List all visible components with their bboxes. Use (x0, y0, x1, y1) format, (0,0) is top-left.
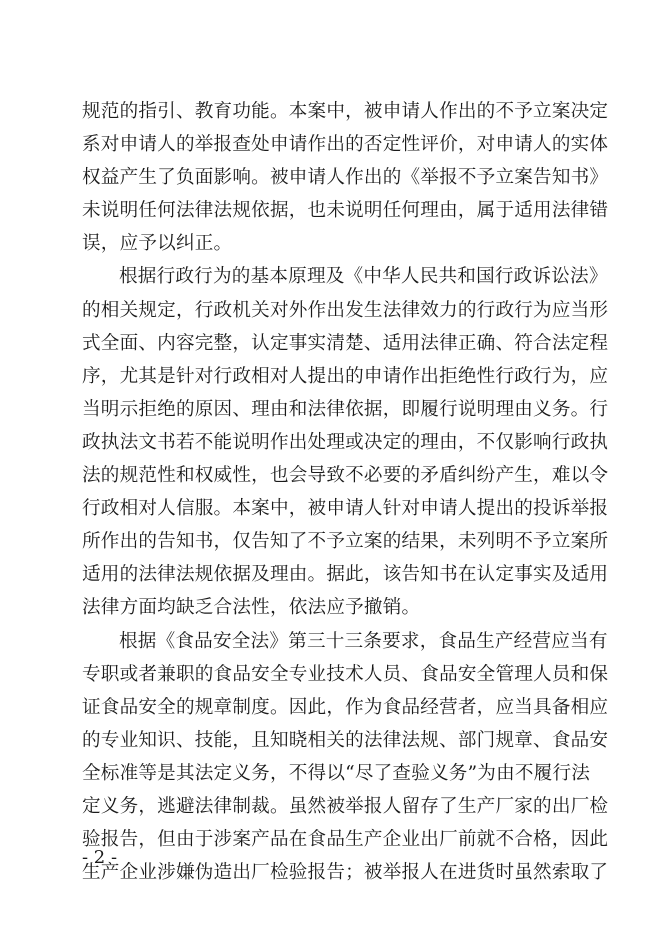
document-body (82, 95, 609, 889)
text-line: 所作出的告知书，仅告知了不予立案的结果，未列明不予立案所 (82, 531, 609, 553)
text-line: 生产企业涉嫌伪造出厂检验报告；被举报人在进货时虽然索取了 (82, 862, 609, 884)
text-line: 行政相对人信服。本案中，被申请人针对申请人提出的投诉举报 (82, 498, 609, 520)
text-line: 权益产生了负面影响。被申请人作出的《举报不予立案告知书》 (82, 167, 609, 189)
text-line: 法的规范性和权威性，也会导致不必要的矛盾纠纷产生，难以令 (82, 465, 609, 487)
text-line: 证食品安全的规章制度。因此，作为食品经营者，应当具备相应 (82, 696, 609, 718)
text-line: 规范的指引、教育功能。本案中，被申请人作出的不予立案决定 (82, 101, 609, 122)
text-line: 全标准等是其法定义务，不得以“尽了查验义务”为由不履行法 (82, 762, 591, 784)
text-line: 的专业知识、技能，且知晓相关的法律法规、部门规章、食品安 (82, 729, 609, 751)
text-line: 政执法文书若不能说明作出处理或决定的理由，不仅影响行政执 (82, 431, 609, 453)
text-line: 验报告，但由于涉案产品在食品生产企业出厂前就不合格，因此 (82, 829, 609, 851)
text-line: 误，应予以纠正。 (82, 233, 233, 255)
page-number: - 2 - (82, 847, 118, 868)
text-line: 专职或者兼职的食品安全专业技术人员、食品安全管理人员和保 (82, 663, 609, 685)
text-line: 式全面、内容完整，认定事实清楚、适用法律正确、符合法定程 (82, 332, 609, 354)
text-line: 的相关规定，行政机关对外作出发生法律效力的行政行为应当形 (82, 299, 609, 321)
text-line: 适用的法律法规依据及理由。据此，该告知书在认定事实及适用 (82, 564, 609, 586)
text-line: 定义务，逃避法律制裁。虽然被举报人留存了生产厂家的出厂检 (82, 795, 609, 817)
text-line: 系对申请人的举报查处申请作出的否定性评价，对申请人的实体 (82, 134, 609, 156)
text-line: 未说明任何法律法规依据，也未说明任何理由，属于适用法律错 (82, 200, 609, 222)
text-line: 根据《食品安全法》第三十三条要求，食品生产经营应当有 (119, 630, 608, 652)
text-line: 根据行政行为的基本原理及《中华人民共和国行政诉讼法》 (119, 266, 608, 288)
text-line: 序，尤其是针对行政相对人提出的申请作出拒绝性行政行为，应 (82, 365, 609, 387)
text-line: 当明示拒绝的原因、理由和法律依据，即履行说明理由义务。行 (82, 398, 609, 420)
text-line: 法律方面均缺乏合法性，依法应予撤销。 (82, 597, 421, 619)
